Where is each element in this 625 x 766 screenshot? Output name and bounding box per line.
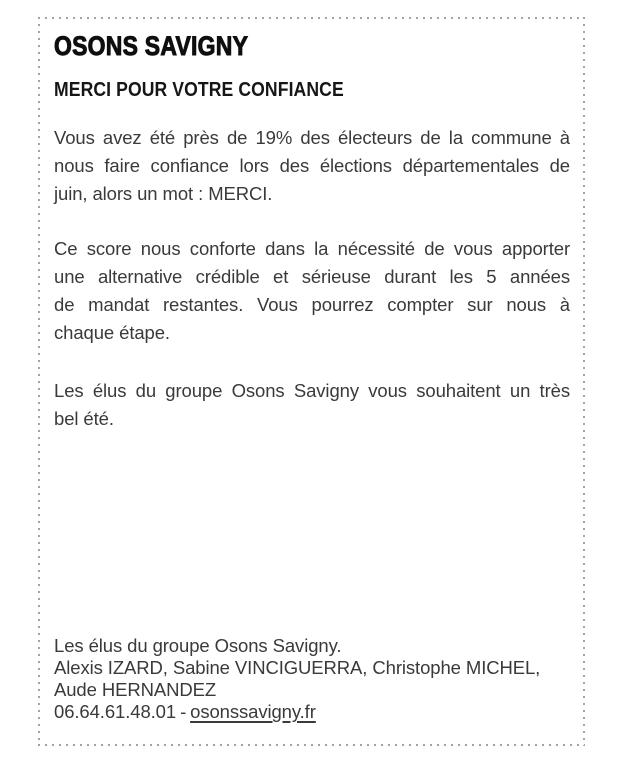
paragraph-line: de mandat restantes. Vous pourrez compter sur nous à [54, 294, 570, 315]
paragraph-line: Ce score nous conforte dans la nécessité de vous apporter [54, 238, 570, 259]
website-link[interactable]: osonssavigny.fr [190, 701, 316, 722]
paragraph-line: bel été. [54, 408, 114, 429]
footer-names-line1: Alexis IZARD, Sabine VINCIGUERRA, Christophe MICHEL, [54, 657, 541, 678]
paragraph-thanks [54, 124, 570, 208]
footer-block [54, 635, 570, 723]
document-frame [38, 17, 585, 746]
paragraph-line: Vous avez été près de 19% des électeurs de la commune à [54, 127, 570, 148]
paragraph-line: chaque étape. [54, 322, 170, 343]
paragraph-score [54, 235, 570, 347]
paragraph-wishes [54, 377, 570, 433]
contact-line [54, 701, 570, 723]
phone-number: 06.64.61.48.01 [54, 701, 177, 722]
dotted-border-left [38, 17, 40, 746]
paragraph-line: Les élus du groupe Osons Savigny vous souhaitent un très [54, 380, 570, 401]
paragraph-line: juin, alors un mot : MERCI. [54, 183, 273, 204]
page-subtitle: MERCI POUR VOTRE CONFIANCE [54, 79, 344, 101]
footer-signature: Les élus du groupe Osons Savigny. [54, 635, 342, 656]
dotted-border-right [583, 17, 585, 746]
page-title: OSONS SAVIGNY [54, 31, 249, 61]
separator-dash: - [180, 701, 187, 722]
document-content [54, 17, 570, 746]
footer-names-line2: Aude HERNANDEZ [54, 679, 217, 700]
paragraph-line: une alternative crédible et sérieuse durant les 5 années [54, 266, 570, 287]
paragraph-line: nous faire confiance lors des élections départementales de [54, 155, 570, 176]
